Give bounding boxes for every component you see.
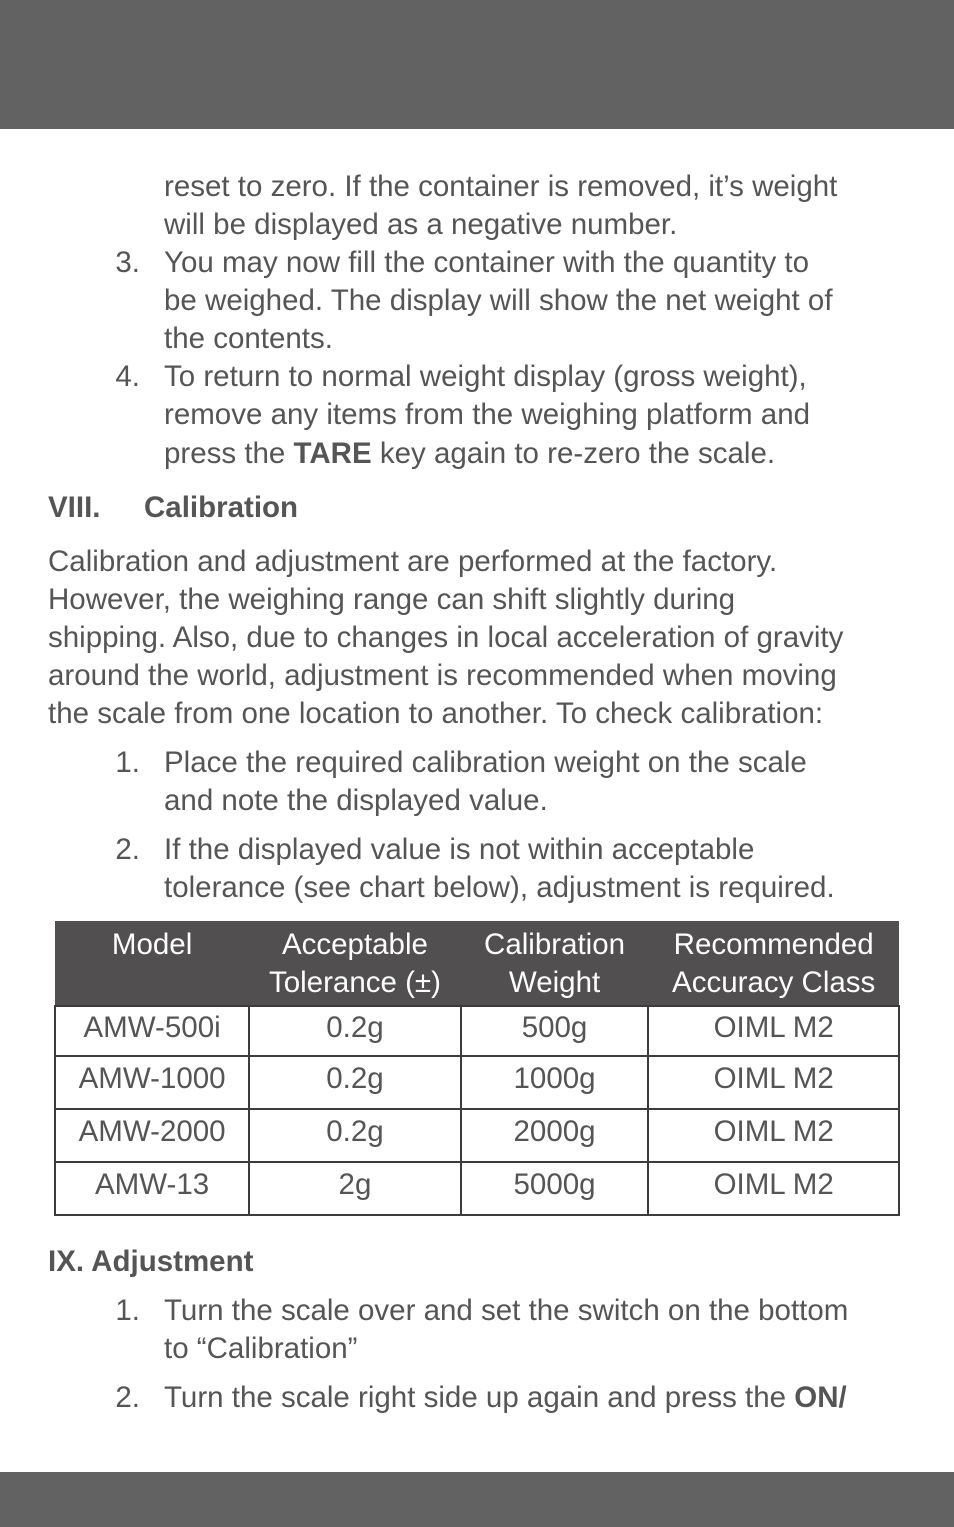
list-number: 1. <box>115 1294 140 1327</box>
header-bar <box>0 0 954 129</box>
header-cell-calibration-weight <box>461 921 649 1006</box>
list-number: 1. <box>115 746 140 779</box>
list-number: 2. <box>115 833 140 866</box>
header-line: Acceptable <box>281 928 428 961</box>
list-item-line <box>164 1379 847 1417</box>
list-item-line: To return to normal weight display (gross weight), <box>164 360 807 393</box>
list-item-line <box>164 435 775 473</box>
header-cell-tolerance <box>249 921 461 1006</box>
paragraph-line: Calibration and adjustment are performed at the factory. <box>48 545 778 578</box>
on-key-label: ON/ <box>794 1381 847 1414</box>
list-number: 3. <box>115 246 140 279</box>
table-row <box>55 1162 899 1215</box>
table-cell: AMW-500i <box>55 1006 249 1056</box>
table-cell: 500g <box>461 1006 649 1056</box>
table-cell: AMW-1000 <box>55 1056 249 1109</box>
section-title: Calibration <box>144 491 299 524</box>
table-row <box>55 1056 899 1109</box>
text-run: press the <box>164 437 294 470</box>
list-number: 2. <box>115 1381 140 1414</box>
table-row <box>55 1109 899 1162</box>
table-cell: AMW-2000 <box>55 1109 249 1162</box>
table-cell: 1000g <box>461 1056 649 1109</box>
paragraph-line: shipping. Also, due to changes in local acceleration of gravity <box>48 621 844 654</box>
tolerance-table <box>54 921 900 1216</box>
list-item-line: tolerance (see chart below), adjustment is required. <box>164 871 835 904</box>
table-cell: 0.2g <box>249 1006 461 1056</box>
paragraph-line: However, the weighing range can shift slightly during <box>48 583 736 616</box>
list-item-line: and note the displayed value. <box>164 784 548 817</box>
table-cell: 2000g <box>461 1109 649 1162</box>
list-item-line: Place the required calibration weight on the scale <box>164 746 807 779</box>
paragraph-line: around the world, adjustment is recommended when moving <box>48 659 837 692</box>
header-cell-accuracy-class <box>648 921 899 1006</box>
text-run: key again to re-zero the scale. <box>371 437 776 470</box>
header-line: Calibration <box>484 928 626 961</box>
list-item-line: to “Calibration” <box>164 1332 358 1365</box>
table-cell: OIML M2 <box>648 1056 899 1109</box>
footer-bar <box>0 1472 954 1527</box>
section-numeral: VIII. <box>48 491 101 524</box>
table-cell: 5000g <box>461 1162 649 1215</box>
section-title: IX. Adjustment <box>48 1245 254 1278</box>
header-line: Weight <box>508 966 601 999</box>
list-item-line: You may now fill the container with the quantity to <box>164 246 810 279</box>
table-header-row <box>55 921 899 1006</box>
list-continuation-line: will be displayed as a negative number. <box>164 208 678 241</box>
header-cell-model <box>55 921 249 1006</box>
table-cell: AMW-13 <box>55 1162 249 1215</box>
list-item-line: Turn the scale over and set the switch on the bottom <box>164 1294 849 1327</box>
paragraph-line: the scale from one location to another. To check calibration: <box>48 697 824 730</box>
header-line: Recommended <box>673 928 874 961</box>
list-continuation-line: reset to zero. If the container is removed, it’s weight <box>164 170 838 203</box>
list-item-line: be weighed. The display will show the net weight of <box>164 284 833 317</box>
table-cell: OIML M2 <box>648 1006 899 1056</box>
table-cell: 0.2g <box>249 1056 461 1109</box>
header-line: Model <box>111 928 193 961</box>
table-row <box>55 1006 899 1056</box>
tare-key-label: TARE <box>293 437 372 470</box>
list-number: 4. <box>115 360 140 393</box>
list-item-line: remove any items from the weighing platform and <box>164 398 811 431</box>
header-line: Accuracy Class <box>672 966 876 999</box>
table-cell: 2g <box>249 1162 461 1215</box>
list-item-line: the contents. <box>164 322 333 355</box>
table-cell: OIML M2 <box>648 1109 899 1162</box>
table-cell: 0.2g <box>249 1109 461 1162</box>
list-item-line: If the displayed value is not within acceptable <box>164 833 755 866</box>
text-run: Turn the scale right side up again and press the <box>164 1381 795 1414</box>
table-cell: OIML M2 <box>648 1162 899 1215</box>
header-line: Tolerance (±) <box>268 966 441 999</box>
